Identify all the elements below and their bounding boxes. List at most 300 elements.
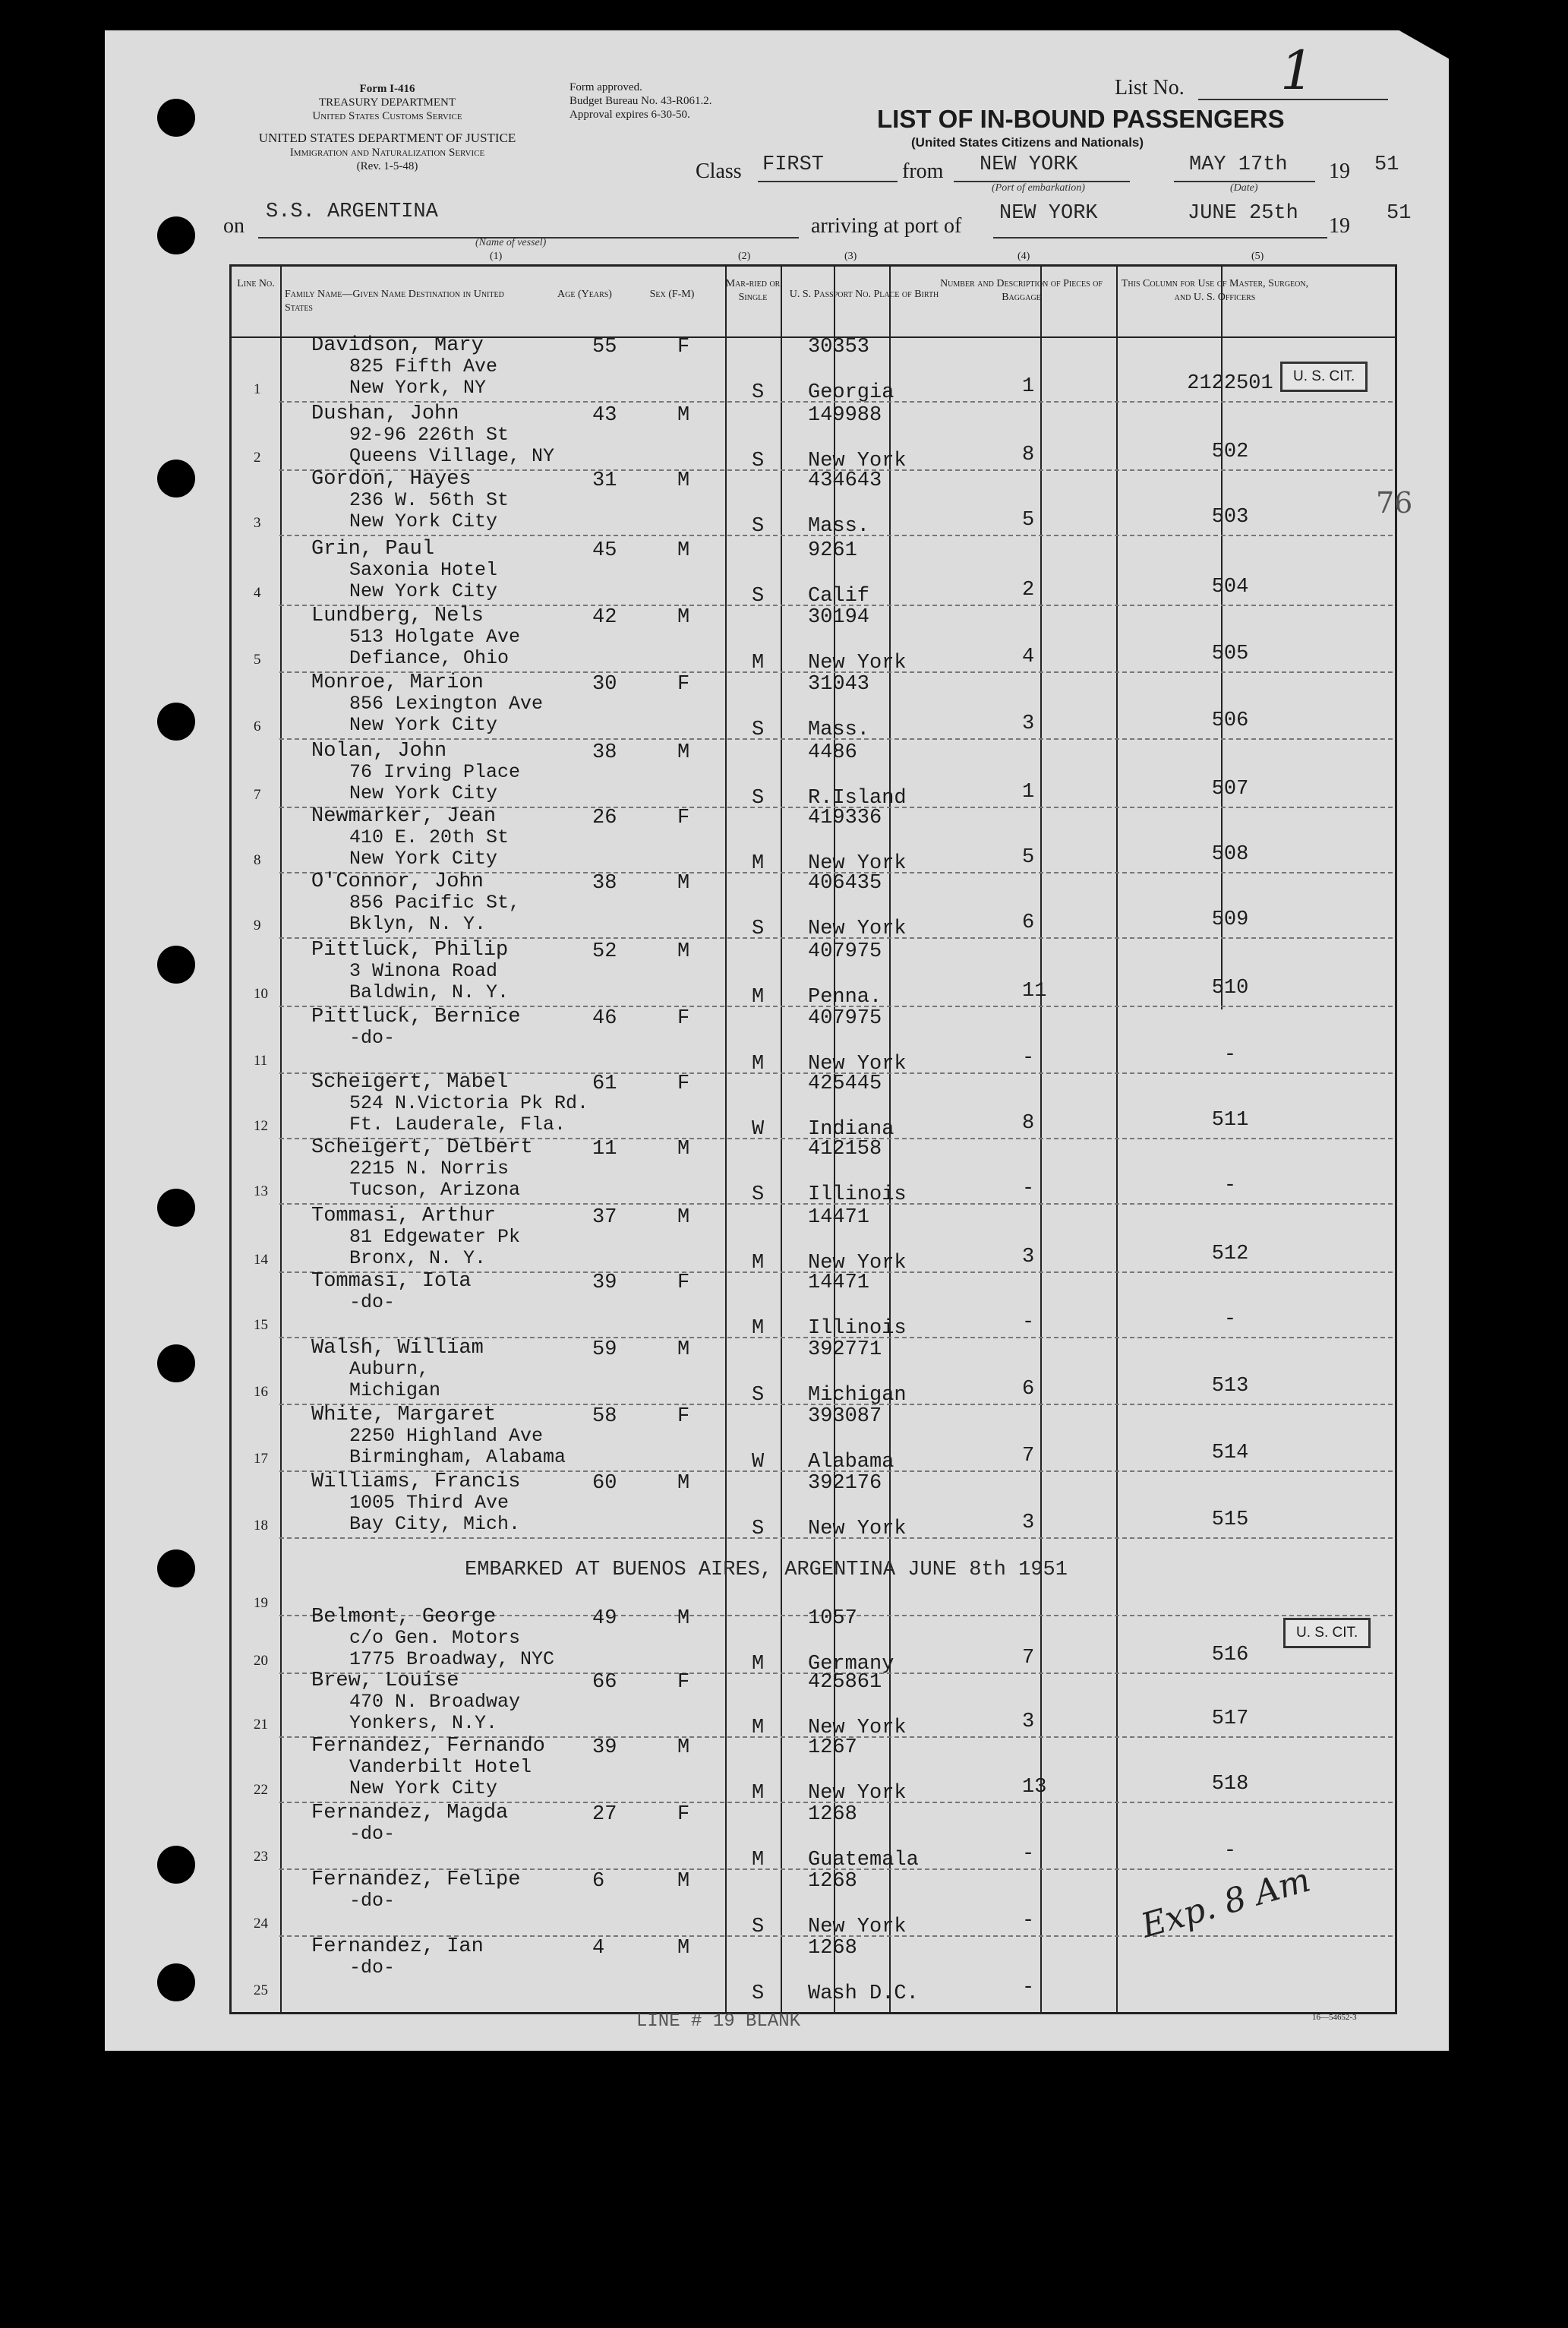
passenger-name: Nolan, John bbox=[311, 740, 447, 763]
passenger-name: Pittluck, Bernice bbox=[311, 1006, 521, 1028]
col-passport: U. S. Passport No. Place of Birth bbox=[789, 289, 939, 300]
marital-status: S bbox=[752, 719, 765, 741]
baggage-count: - bbox=[1022, 1843, 1035, 1865]
place-of-birth: Michigan bbox=[808, 1384, 907, 1407]
punch-hole bbox=[157, 1846, 195, 1884]
col-officers: This Column for Use of Master, Surgeon, and U. S. Officers bbox=[1121, 278, 1309, 303]
place-of-birth: Illinois bbox=[808, 1183, 907, 1206]
sex: M bbox=[677, 940, 690, 963]
passport-number: 392176 bbox=[808, 1472, 882, 1495]
destination-line-1: 81 Edgewater Pk bbox=[349, 1226, 521, 1248]
passport-number: 425861 bbox=[808, 1671, 882, 1694]
passenger-name: Fernandez, Magda bbox=[311, 1802, 509, 1824]
place-of-birth: New York bbox=[808, 450, 907, 472]
passport-number: 434643 bbox=[808, 469, 882, 492]
row-divider bbox=[279, 1537, 1393, 1539]
destination-line-2: Bklyn, N. Y. bbox=[349, 913, 487, 935]
baggage-count: 7 bbox=[1022, 1647, 1035, 1669]
punch-hole bbox=[157, 946, 195, 984]
baggage-count: 1 bbox=[1022, 781, 1035, 804]
officer-entry: 515 bbox=[1211, 1508, 1249, 1531]
place-of-birth: New York bbox=[808, 852, 907, 875]
marital-status: S bbox=[752, 450, 765, 472]
embarkation-date: MAY 17th bbox=[1189, 153, 1288, 176]
marital-status: M bbox=[752, 986, 765, 1009]
marital-status: S bbox=[752, 585, 765, 608]
place-of-birth: New York bbox=[808, 1717, 907, 1739]
destination-line-1: 236 W. 56th St bbox=[349, 489, 510, 511]
line-number: 2 bbox=[254, 450, 261, 466]
passenger-name: Dushan, John bbox=[311, 403, 459, 425]
marital-status: W bbox=[752, 1451, 765, 1474]
age: 30 bbox=[592, 673, 617, 696]
baggage-count: 3 bbox=[1022, 1710, 1035, 1733]
marital-status: W bbox=[752, 1118, 765, 1141]
passport-number: 1267 bbox=[808, 1736, 857, 1759]
baggage-count: 13 bbox=[1022, 1776, 1047, 1799]
officer-entry: - bbox=[1223, 1174, 1237, 1197]
marital-status: S bbox=[752, 1518, 765, 1540]
sex: F bbox=[677, 1405, 690, 1428]
sex: M bbox=[677, 606, 690, 629]
destination-line-1: -do- bbox=[349, 1890, 396, 1912]
destination-line-1: 524 N.Victoria Pk Rd. bbox=[349, 1092, 589, 1114]
passenger-name: Fernandez, Ian bbox=[311, 1935, 484, 1958]
officer-entry: 516 bbox=[1211, 1644, 1249, 1666]
officer-entry: 514 bbox=[1211, 1442, 1249, 1464]
print-code: 16—54652-3 bbox=[1312, 2013, 1357, 2022]
place-of-birth: New York bbox=[808, 652, 907, 674]
marital-status: S bbox=[752, 787, 765, 810]
class-label: Class bbox=[696, 160, 742, 183]
line-number: 25 bbox=[254, 1982, 268, 1998]
passenger-name: Lundberg, Nels bbox=[311, 605, 484, 627]
baggage-count: - bbox=[1022, 1909, 1035, 1932]
line-number: 14 bbox=[254, 1252, 268, 1268]
place-of-birth: New York bbox=[808, 1782, 907, 1805]
passport-number: 392771 bbox=[808, 1338, 882, 1361]
line-number: 18 bbox=[254, 1518, 268, 1534]
destination-line-1: 513 Holgate Ave bbox=[349, 626, 521, 648]
destination-line-2: New York City bbox=[349, 848, 498, 870]
age: 43 bbox=[592, 404, 617, 427]
approval-block: Form approved. Budget Bureau No. 43-R061.2. Approval expires 6-30-50. bbox=[569, 81, 712, 121]
age: 60 bbox=[592, 1472, 617, 1495]
place-of-birth: Illinois bbox=[808, 1317, 907, 1340]
baggage-count: 5 bbox=[1022, 509, 1035, 532]
age: 46 bbox=[592, 1007, 617, 1030]
officer-entry: - bbox=[1223, 1840, 1237, 1862]
age: 11 bbox=[592, 1138, 617, 1161]
passport-number: 14471 bbox=[808, 1271, 870, 1294]
age: 66 bbox=[592, 1671, 617, 1694]
line-number: 15 bbox=[254, 1317, 268, 1333]
officer-entry: 517 bbox=[1211, 1707, 1249, 1730]
age: 49 bbox=[592, 1607, 617, 1630]
passport-number: 30194 bbox=[808, 606, 870, 629]
passport-number: 1268 bbox=[808, 1870, 857, 1893]
col-age: Age (Years) bbox=[557, 289, 612, 300]
passport-number: 419336 bbox=[808, 807, 882, 829]
officer-entry: - bbox=[1223, 1044, 1237, 1066]
punch-hole bbox=[157, 1549, 195, 1587]
row-divider bbox=[279, 535, 1393, 536]
passenger-name: Fernandez, Felipe bbox=[311, 1868, 521, 1891]
col-sex: Sex (F-M) bbox=[649, 289, 695, 300]
age: 39 bbox=[592, 1271, 617, 1294]
embarked-note: EMBARKED AT BUENOS AIRES, ARGENTINA JUNE 8th 1951 bbox=[465, 1559, 1068, 1581]
place-of-birth: Guatemala bbox=[808, 1849, 919, 1872]
officer-entry: 506 bbox=[1211, 709, 1249, 732]
destination-line-1: -do- bbox=[349, 1823, 396, 1845]
line-number: 23 bbox=[254, 1849, 268, 1865]
baggage-count: 8 bbox=[1022, 1112, 1035, 1135]
destination-line-1: Vanderbilt Hotel bbox=[349, 1756, 532, 1778]
baggage-count: 3 bbox=[1022, 712, 1035, 735]
age: 59 bbox=[592, 1338, 617, 1361]
baggage-count: 6 bbox=[1022, 911, 1035, 934]
destination-line-2: Birmingham, Alabama bbox=[349, 1446, 566, 1468]
sex: F bbox=[677, 673, 690, 696]
baggage-count: 2 bbox=[1022, 579, 1035, 602]
destination-line-2: New York City bbox=[349, 510, 498, 532]
officer-entry: 508 bbox=[1211, 843, 1249, 866]
passenger-name: Fernandez, Fernando bbox=[311, 1735, 545, 1758]
place-of-birth: Penna. bbox=[808, 986, 882, 1009]
line-number: 4 bbox=[254, 585, 261, 601]
destination-line-1: Saxonia Hotel bbox=[349, 559, 498, 581]
destination-line-2: Queens Village, NY bbox=[349, 445, 555, 467]
on-label: on bbox=[223, 214, 245, 238]
age: 6 bbox=[592, 1870, 605, 1893]
passenger-name: Scheigert, Delbert bbox=[311, 1136, 533, 1159]
line-number: 11 bbox=[254, 1053, 268, 1069]
col-married: Mar-ried or Single bbox=[725, 278, 781, 303]
line-number: 3 bbox=[254, 515, 261, 531]
age: 55 bbox=[592, 336, 617, 359]
baggage-count: 1 bbox=[1022, 375, 1035, 398]
punch-hole bbox=[157, 1189, 195, 1227]
destination-line-1: -do- bbox=[349, 1027, 396, 1049]
class-value: FIRST bbox=[762, 153, 825, 176]
form-title: LIST OF IN-BOUND PASSENGERS bbox=[877, 105, 1285, 133]
passport-number: 425445 bbox=[808, 1072, 882, 1095]
destination-line-2: Bay City, Mich. bbox=[349, 1513, 521, 1535]
punch-hole bbox=[157, 99, 195, 137]
passenger-name: Walsh, William bbox=[311, 1337, 484, 1360]
passenger-name: Davidson, Mary bbox=[311, 334, 484, 357]
destination-line-2: Defiance, Ohio bbox=[349, 647, 510, 669]
marital-status: S bbox=[752, 1982, 765, 2005]
age: 45 bbox=[592, 539, 617, 562]
line-number: 1 bbox=[254, 381, 261, 397]
sex: M bbox=[677, 1472, 690, 1495]
passport-number: 14471 bbox=[808, 1206, 870, 1229]
list-no-value: 1 bbox=[1280, 39, 1314, 102]
baggage-count: 3 bbox=[1022, 1246, 1035, 1268]
arrival-port: NEW YORK bbox=[999, 202, 1098, 225]
age: 38 bbox=[592, 741, 617, 764]
officer-entry: 512 bbox=[1211, 1243, 1249, 1265]
destination-line-2: Yonkers, N.Y. bbox=[349, 1712, 498, 1734]
age: 58 bbox=[592, 1405, 617, 1428]
line-number: 13 bbox=[254, 1183, 268, 1199]
baggage-count: - bbox=[1022, 1976, 1035, 1999]
passport-number: 30353 bbox=[808, 336, 870, 359]
destination-line-1: c/o Gen. Motors bbox=[349, 1627, 521, 1649]
passport-number: 406435 bbox=[808, 872, 882, 895]
marital-status: S bbox=[752, 1916, 765, 1938]
officer-entry: 513 bbox=[1211, 1375, 1249, 1398]
marital-status: M bbox=[752, 1782, 765, 1805]
sex: M bbox=[677, 1937, 690, 1960]
age: 52 bbox=[592, 940, 617, 963]
footer-note: LINE # 19 BLANK bbox=[636, 2011, 801, 2032]
baggage-count: 4 bbox=[1022, 646, 1035, 668]
sex: M bbox=[677, 1607, 690, 1630]
destination-line-2: Bronx, N. Y. bbox=[349, 1247, 487, 1269]
sex: F bbox=[677, 336, 690, 359]
destination-line-1: 410 E. 20th St bbox=[349, 826, 510, 848]
age: 37 bbox=[592, 1206, 617, 1229]
form-id-block: Form I-416 TREASURY DEPARTMENT United States Customs Service UNITED STATES DEPARTMENT OF JUSTICE Immigration and Naturalization Service (Rev. 1-5-48) bbox=[258, 83, 516, 173]
passport-number: 9261 bbox=[808, 539, 857, 562]
place-of-birth: New York bbox=[808, 1916, 907, 1938]
punch-hole bbox=[157, 1344, 195, 1382]
sex: F bbox=[677, 1072, 690, 1095]
embarkation-year: 51 bbox=[1374, 153, 1399, 176]
baggage-count: - bbox=[1022, 1047, 1035, 1069]
passport-number: 1268 bbox=[808, 1937, 857, 1960]
destination-line-1: 76 Irving Place bbox=[349, 761, 521, 783]
sex: M bbox=[677, 539, 690, 562]
destination-line-2: Tucson, Arizona bbox=[349, 1179, 521, 1201]
line-number: 21 bbox=[254, 1717, 268, 1733]
destination-line-1: 856 Lexington Ave bbox=[349, 693, 544, 715]
passenger-name: Scheigert, Mabel bbox=[311, 1071, 509, 1094]
arrival-year: 51 bbox=[1387, 202, 1412, 225]
sex: F bbox=[677, 1803, 690, 1826]
destination-line-1: -do- bbox=[349, 1957, 396, 1979]
marital-status: S bbox=[752, 381, 765, 404]
marital-status: M bbox=[752, 1317, 765, 1340]
passenger-name: Grin, Paul bbox=[311, 538, 435, 561]
passenger-name: Newmarker, Jean bbox=[311, 805, 497, 828]
from-label: from bbox=[902, 160, 944, 183]
place-of-birth: New York bbox=[808, 1518, 907, 1540]
line-number: 20 bbox=[254, 1653, 268, 1669]
place-of-birth: Georgia bbox=[808, 381, 894, 404]
place-of-birth: R.Island bbox=[808, 787, 907, 810]
officer-entry: 511 bbox=[1211, 1109, 1249, 1132]
line-number: 5 bbox=[254, 652, 261, 668]
officer-entry: 502 bbox=[1211, 441, 1249, 463]
us-citizen-stamp: U. S. CIT. bbox=[1283, 1618, 1371, 1648]
age: 26 bbox=[592, 807, 617, 829]
us-citizen-stamp: U. S. CIT. bbox=[1280, 362, 1368, 392]
line-number: 22 bbox=[254, 1782, 268, 1798]
passenger-name: Brew, Louise bbox=[311, 1669, 459, 1692]
marital-status: M bbox=[752, 852, 765, 875]
passport-number: 407975 bbox=[808, 1007, 882, 1030]
inspector-signature: Exp. 8 Am bbox=[1137, 1860, 1315, 1946]
punch-hole bbox=[157, 216, 195, 254]
destination-line-2: Ft. Lauderale, Fla. bbox=[349, 1113, 566, 1136]
baggage-count: 7 bbox=[1022, 1445, 1035, 1467]
officer-entry: 505 bbox=[1211, 643, 1249, 665]
officer-entry: 509 bbox=[1211, 908, 1249, 931]
sex: M bbox=[677, 404, 690, 427]
passport-number: 1057 bbox=[808, 1607, 857, 1630]
age: 4 bbox=[592, 1937, 605, 1960]
baggage-count: 11 bbox=[1022, 980, 1047, 1003]
destination-line-2: New York City bbox=[349, 580, 498, 602]
passenger-name: O'Connor, John bbox=[311, 870, 484, 893]
baggage-count: - bbox=[1022, 1311, 1035, 1334]
passenger-name: Tommasi, Iola bbox=[311, 1270, 472, 1293]
list-no-label: List No. bbox=[1115, 76, 1185, 100]
marital-status: M bbox=[752, 1252, 765, 1275]
marital-status: S bbox=[752, 515, 765, 538]
baggage-count: 5 bbox=[1022, 846, 1035, 869]
place-of-birth: New York bbox=[808, 1252, 907, 1275]
destination-line-1: 825 Fifth Ave bbox=[349, 355, 498, 377]
officer-entry: 510 bbox=[1211, 977, 1249, 1000]
officer-entry: 518 bbox=[1211, 1773, 1249, 1796]
destination-line-1: Auburn, bbox=[349, 1358, 430, 1380]
place-of-birth: New York bbox=[808, 1053, 907, 1076]
passenger-name: Gordon, Hayes bbox=[311, 468, 472, 491]
line-number: 7 bbox=[254, 787, 261, 803]
officer-entry: 504 bbox=[1211, 576, 1249, 599]
officer-entry: 2122501 bbox=[1187, 372, 1273, 395]
passport-number: 412158 bbox=[808, 1138, 882, 1161]
sex: F bbox=[677, 807, 690, 829]
form-subtitle: (United States Citizens and Nationals) bbox=[911, 135, 1144, 150]
line-number: 6 bbox=[254, 719, 261, 734]
destination-line-1: -do- bbox=[349, 1291, 396, 1313]
destination-line-2: New York City bbox=[349, 714, 498, 736]
destination-line-1: 3 Winona Road bbox=[349, 960, 498, 982]
line-number: 8 bbox=[254, 852, 261, 868]
passport-number: 1268 bbox=[808, 1803, 857, 1826]
marital-status: M bbox=[752, 1053, 765, 1076]
age: 39 bbox=[592, 1736, 617, 1759]
sex: F bbox=[677, 1671, 690, 1694]
vessel-name: S.S. ARGENTINA bbox=[266, 201, 438, 223]
passenger-name: Pittluck, Philip bbox=[311, 939, 509, 962]
marital-status: S bbox=[752, 1183, 765, 1206]
destination-line-2: New York City bbox=[349, 1777, 498, 1799]
passport-number: 393087 bbox=[808, 1405, 882, 1428]
passenger-name: Tommasi, Arthur bbox=[311, 1205, 497, 1227]
line-number: 12 bbox=[254, 1118, 268, 1134]
destination-line-2: 1775 Broadway, NYC bbox=[349, 1648, 555, 1670]
destination-line-2: Baldwin, N. Y. bbox=[349, 981, 510, 1003]
destination-line-2: Michigan bbox=[349, 1379, 441, 1401]
destination-line-2: New York City bbox=[349, 782, 498, 804]
place-of-birth: Germany bbox=[808, 1653, 894, 1676]
destination-line-1: 2250 Highland Ave bbox=[349, 1425, 544, 1447]
officer-entry: 507 bbox=[1211, 778, 1249, 801]
place-of-birth: New York bbox=[808, 918, 907, 940]
baggage-count: 6 bbox=[1022, 1378, 1035, 1401]
punch-hole bbox=[157, 1963, 195, 2001]
col-name: Family Name—Given Name Destination in United States bbox=[285, 289, 504, 314]
marital-status: M bbox=[752, 652, 765, 674]
sex: M bbox=[677, 1338, 690, 1361]
marital-status: M bbox=[752, 1653, 765, 1676]
margin-note: 76 bbox=[1376, 486, 1413, 520]
marital-status: S bbox=[752, 1384, 765, 1407]
passport-number: 407975 bbox=[808, 940, 882, 963]
destination-line-2: New York, NY bbox=[349, 377, 487, 399]
destination-line-1: 2215 N. Norris bbox=[349, 1158, 510, 1180]
baggage-count: 3 bbox=[1022, 1511, 1035, 1534]
place-of-birth: Mass. bbox=[808, 515, 870, 538]
officer-entry: 503 bbox=[1211, 506, 1249, 529]
sex: M bbox=[677, 1206, 690, 1229]
baggage-count: - bbox=[1022, 1177, 1035, 1200]
age: 38 bbox=[592, 872, 617, 895]
passenger-name: Belmont, George bbox=[311, 1606, 497, 1628]
baggage-count: 8 bbox=[1022, 444, 1035, 466]
age: 31 bbox=[592, 469, 617, 492]
destination-line-1: 1005 Third Ave bbox=[349, 1492, 510, 1514]
place-of-birth: Mass. bbox=[808, 719, 870, 741]
arriving-label: arriving at port of bbox=[811, 214, 962, 238]
destination-line-1: 856 Pacific St, bbox=[349, 892, 521, 914]
sex: F bbox=[677, 1007, 690, 1030]
passenger-name: White, Margaret bbox=[311, 1404, 497, 1426]
destination-line-1: 470 N. Broadway bbox=[349, 1691, 521, 1713]
line-number: 10 bbox=[254, 986, 268, 1002]
marital-status: M bbox=[752, 1717, 765, 1739]
sex: M bbox=[677, 469, 690, 492]
place-of-birth: Indiana bbox=[808, 1118, 894, 1141]
passenger-name: Monroe, Marion bbox=[311, 671, 484, 694]
embarkation-port: NEW YORK bbox=[980, 153, 1078, 176]
sex: M bbox=[677, 872, 690, 895]
destination-line-1: 92-96 226th St bbox=[349, 424, 510, 446]
marital-status: S bbox=[752, 918, 765, 940]
sex: M bbox=[677, 741, 690, 764]
age: 61 bbox=[592, 1072, 617, 1095]
punch-hole bbox=[157, 703, 195, 741]
line-number: 16 bbox=[254, 1384, 268, 1400]
col-line-no: Line No. bbox=[237, 278, 275, 289]
line-number: 24 bbox=[254, 1916, 268, 1932]
sex: M bbox=[677, 1736, 690, 1759]
place-of-birth: Alabama bbox=[808, 1451, 894, 1474]
line-number: 19 bbox=[254, 1595, 268, 1611]
place-of-birth: Calif bbox=[808, 585, 870, 608]
col-baggage: Number and Description of Pieces of Baggage bbox=[940, 278, 1103, 303]
age: 42 bbox=[592, 606, 617, 629]
age: 27 bbox=[592, 1803, 617, 1826]
marital-status: M bbox=[752, 1849, 765, 1872]
passport-number: 4486 bbox=[808, 741, 857, 764]
passport-number: 31043 bbox=[808, 673, 870, 696]
line-number: 9 bbox=[254, 918, 261, 933]
sex: F bbox=[677, 1271, 690, 1294]
punch-hole bbox=[157, 460, 195, 498]
arrival-date: JUNE 25th bbox=[1188, 202, 1298, 225]
sex: M bbox=[677, 1138, 690, 1161]
officer-entry: - bbox=[1223, 1308, 1237, 1331]
place-of-birth: Wash D.C. bbox=[808, 1982, 919, 2005]
passenger-name: Williams, Francis bbox=[311, 1470, 521, 1493]
